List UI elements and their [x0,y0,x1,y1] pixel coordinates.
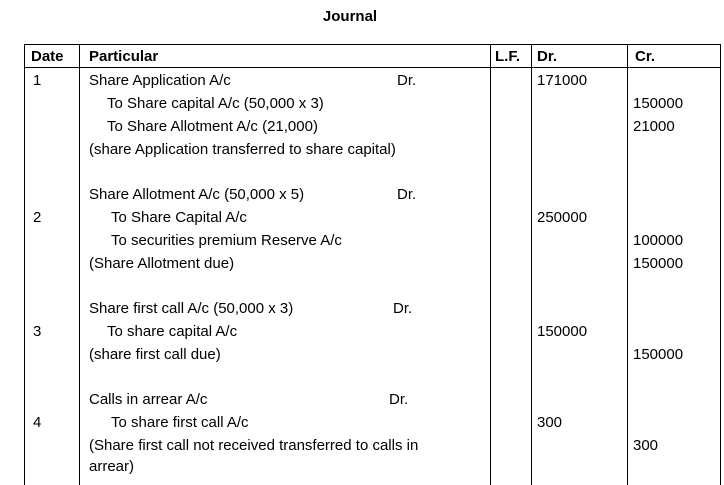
credit-line: To share capital A/c [107,323,238,340]
entry-date: 3 [33,323,42,340]
dr-marker: Dr. [393,300,413,317]
column-divider [79,45,80,485]
credit-line: To securities premium Reserve A/c [111,232,342,249]
journal-title: Journal [322,8,378,25]
header-dr: Dr. [537,48,558,65]
entry-date: 2 [33,209,42,226]
dr-amount: 150000 [537,323,588,340]
dr-amount: 171000 [537,72,588,89]
narration: (Share Allotment due) [89,255,235,272]
journal-table [24,44,721,485]
header-lf: L.F. [495,48,520,65]
dr-marker: Dr. [397,72,417,89]
dr-amount: 250000 [537,209,588,226]
cr-amount: 21000 [633,118,675,135]
narration: (share Application transferred to share capital) [89,141,396,158]
debit-account: Share Allotment A/c (50,000 x 5) [89,186,305,203]
dr-amount: 300 [537,414,563,431]
header-divider [25,67,720,68]
cr-amount: 300 [633,437,659,454]
credit-line: To Share capital A/c (50,000 x 3) [107,95,324,112]
column-divider [627,45,628,485]
debit-account: Calls in arrear A/c [89,391,208,408]
credit-line: To share first call A/c [111,414,249,431]
credit-line: To Share Allotment A/c (21,000) [107,118,318,135]
column-divider [490,45,491,485]
column-divider [531,45,532,485]
debit-account: Share Application A/c [89,72,231,89]
entry-date: 1 [33,72,42,89]
narration: (Share first call not received transferred to calls in [89,437,419,454]
entry-date: 4 [33,414,42,431]
credit-line: To Share Capital A/c [111,209,247,226]
cr-amount: 100000 [633,232,684,249]
header-particular: Particular [89,48,159,65]
cr-amount: 150000 [633,346,684,363]
header-cr: Cr. [635,48,656,65]
narration: (share first call due) [89,346,221,363]
narration: arrear) [89,458,135,475]
cr-amount: 150000 [633,255,684,272]
dr-marker: Dr. [397,186,417,203]
dr-marker: Dr. [389,391,409,408]
header-date: Date [31,48,64,65]
debit-account: Share first call A/c (50,000 x 3) [89,300,294,317]
cr-amount: 150000 [633,95,684,112]
